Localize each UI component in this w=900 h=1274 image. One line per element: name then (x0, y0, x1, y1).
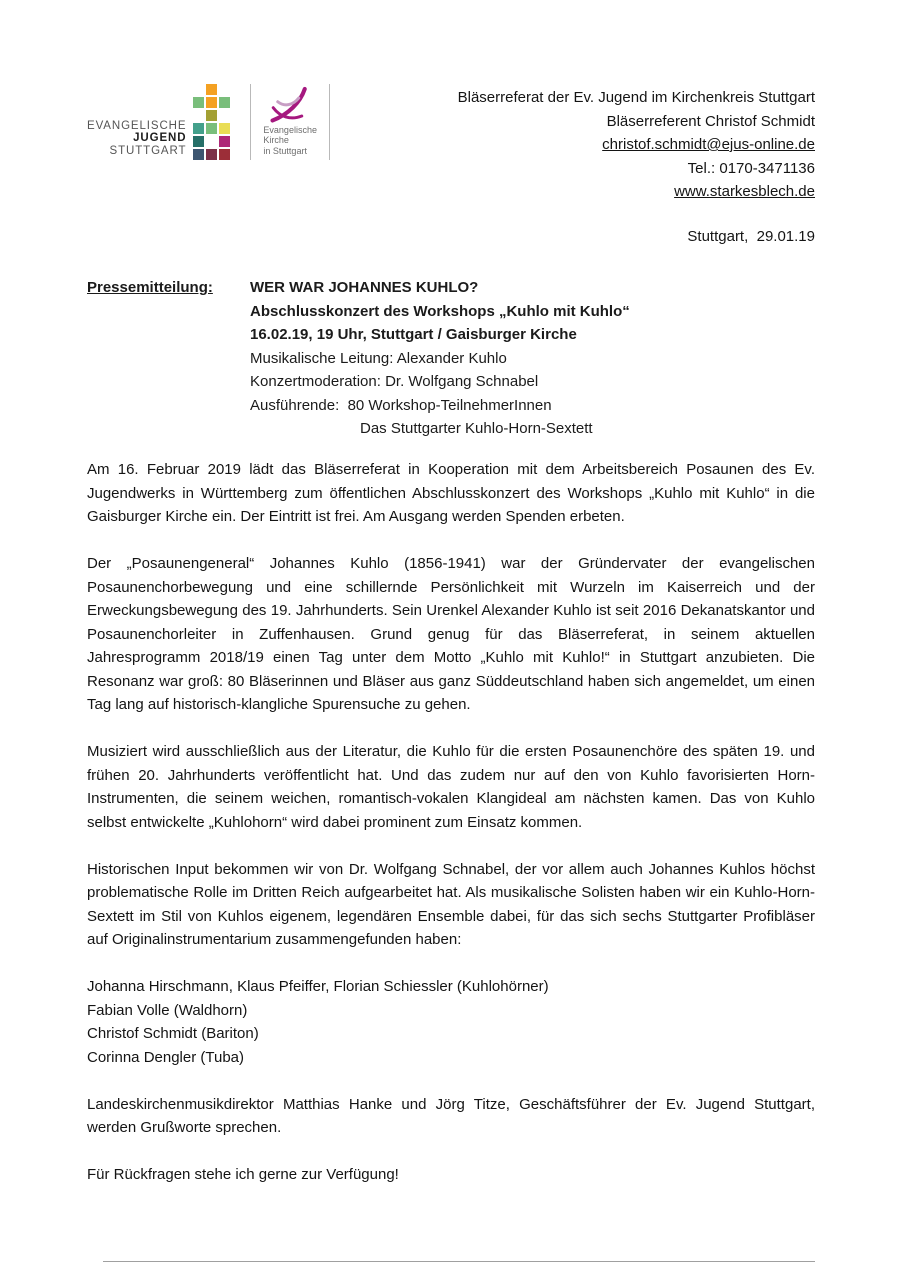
paragraph-2: Der „Posaunengeneral“ Johannes Kuhlo (1856-1941) war der Gründervater der evangelischen Posaunenchorbewegung und eine schillernde Persönlichkeit mit Wurzeln im Kaiserreich und der Erweckungsbewegung des 19. Jahrhunderts. Sein Urenkel Alexander Kuhlo ist seit 2016 Dekanatskantor und Posaunenchorleiter in Zuffenhausen. Grund genug für das Bläserreferat, in seinem aktuellen Jahresprogramm 2018/19 einen Tag unter dem Motto „Kuhlo mit Kuhlo!“ in Stuttgart anzubieten. Die Resonanz war groß: 80 Bläserinnen und Bläser aus ganz Süddeutschland haben sich angemeldet, um einen Tag lang auf historisch-klangliche Spurensuche zu gehen. (87, 555, 815, 713)
cross-grid-cell (219, 136, 230, 147)
evangelische-kirche-logo (250, 84, 330, 160)
performer-line: Johanna Hirschmann, Klaus Pfeiffer, Florian Schiessler (Kuhlohörner) (87, 978, 549, 995)
press-header-block (87, 276, 815, 441)
paragraph-5: Landeskirchenmusikdirektor Matthias Hanke und Jörg Titze, Geschäftsführer der Ev. Jugend Stuttgart, werden Grußworte sprechen. (87, 1095, 815, 1136)
press-moderation: Konzertmoderation: Dr. Wolfgang Schnabel (250, 373, 539, 390)
press-title-3: 16.02.19, 19 Uhr, Stuttgart / Gaisburger Kirche (250, 326, 577, 343)
contact-phone: Tel.: 0170-3471136 (687, 159, 815, 177)
cross-grid-cell (219, 123, 230, 134)
cross-grid-cell (206, 84, 217, 95)
kirche-logo-line1: Evangelische (263, 124, 317, 135)
dateline: Stuttgart, 29.01.19 (687, 228, 815, 245)
ejus-jugend-logo (87, 84, 230, 160)
cross-grid-cell (206, 110, 217, 121)
cross-grid-cell (219, 97, 230, 108)
contact-person: Bläserreferent Christof Schmidt (606, 112, 815, 130)
cross-grid-cell (193, 149, 204, 160)
cross-grid-cell (193, 97, 204, 108)
cross-grid-cell (206, 149, 217, 160)
contact-block (458, 86, 815, 204)
cross-grid-cell (193, 110, 204, 121)
cross-grid-cell (193, 84, 204, 95)
cross-grid-cell (206, 97, 217, 108)
press-title-2: Abschlusskonzert des Workshops „Kuhlo mit Kuhlo“ (250, 302, 630, 320)
ejus-logo-line3: STUTTGART (109, 144, 187, 157)
kirche-logo-line3: in Stuttgart (263, 145, 307, 156)
website-link[interactable]: www.starkesblech.de (674, 183, 815, 200)
cross-grid-cell (193, 123, 204, 134)
cross-grid-cell (193, 136, 204, 147)
contact-organization: Bläserreferat der Ev. Jugend im Kirchenkreis Stuttgart (457, 89, 815, 106)
cross-grid-cell (206, 136, 217, 147)
ejus-logo-line2: JUGEND (133, 132, 187, 144)
press-performers-2: Das Stuttgarter Kuhlo-Horn-Sextett (360, 420, 593, 437)
fish-icon (263, 86, 315, 124)
paragraph-3: Musiziert wird ausschließlich aus der Literatur, die Kuhlo für die ersten Posaunenchöre des späten 19. und frühen 20. Jahrhunderts veröffentlicht hat. Und das zudem nur auf den von Kuhlo favorisierten Horn-Instrumenten, die seinem weichen, romantisch-vokalen Klangideal am nächsten kamen. Das von Kuhlo selbst entwickelte „Kuhlohorn“ wird dabei prominent zum Einsatz kommen. (87, 743, 815, 831)
closing-line: Für Rückfragen stehe ich gerne zur Verfügung! (87, 1166, 399, 1183)
email-link[interactable]: christof.schmidt@ejus-online.de (602, 136, 815, 153)
ejus-cross-icon (193, 84, 230, 160)
document-body (87, 458, 815, 1210)
press-title-1: WER WAR JOHANNES KUHLO? (250, 279, 479, 296)
press-musical-direction: Musikalische Leitung: Alexander Kuhlo (250, 349, 507, 367)
press-performers: Ausführende: 80 Workshop-TeilnehmerInnen (250, 396, 552, 414)
cross-grid-cell (219, 84, 230, 95)
footer-separator (103, 1261, 815, 1262)
ejus-logo-text (87, 120, 186, 161)
paragraph-4: Historischen Input bekommen wir von Dr. Wolfgang Schnabel, der vor allem auch Johannes Kuhlos höchst problematische Rolle im Dritten Reich aufgearbeitet hat. Als musikalische Solisten haben wir ein Kuhlo-Horn-Sextett im Stil von Kuhlos eigenem, legendären Ensemble dabei, für das sich sechs Stuttgarter Profibläser auf Originalinstrumentarium zusammengefunden haben: (87, 860, 815, 948)
performer-line: Christof Schmidt (Bariton) (87, 1025, 259, 1042)
press-release-label: Pressemitteilung: (87, 279, 213, 296)
cross-grid-cell (206, 123, 217, 134)
kirche-logo-text (263, 125, 317, 157)
logo-row (87, 84, 330, 160)
kirche-logo-line2: Kirche (263, 135, 289, 145)
performer-list (87, 975, 815, 1069)
performer-line: Corinna Dengler (Tuba) (87, 1048, 245, 1066)
ejus-logo-line1: EVANGELISCHE (87, 119, 187, 132)
cross-grid-cell (219, 110, 230, 121)
performer-line: Fabian Volle (Waldhorn) (87, 1001, 248, 1019)
cross-grid-cell (219, 149, 230, 160)
paragraph-1: Am 16. Februar 2019 lädt das Bläserreferat in Kooperation mit dem Arbeitsbereich Posaunen des Ev. Jugendwerks in Württemberg zum öffentlichen Abschlusskonzert des Workshops „Kuhlo mit Kuhlo“ in die Gaisburger Kirche ein. Der Eintritt ist frei. Am Ausgang werden Spenden erbeten. (87, 461, 815, 525)
